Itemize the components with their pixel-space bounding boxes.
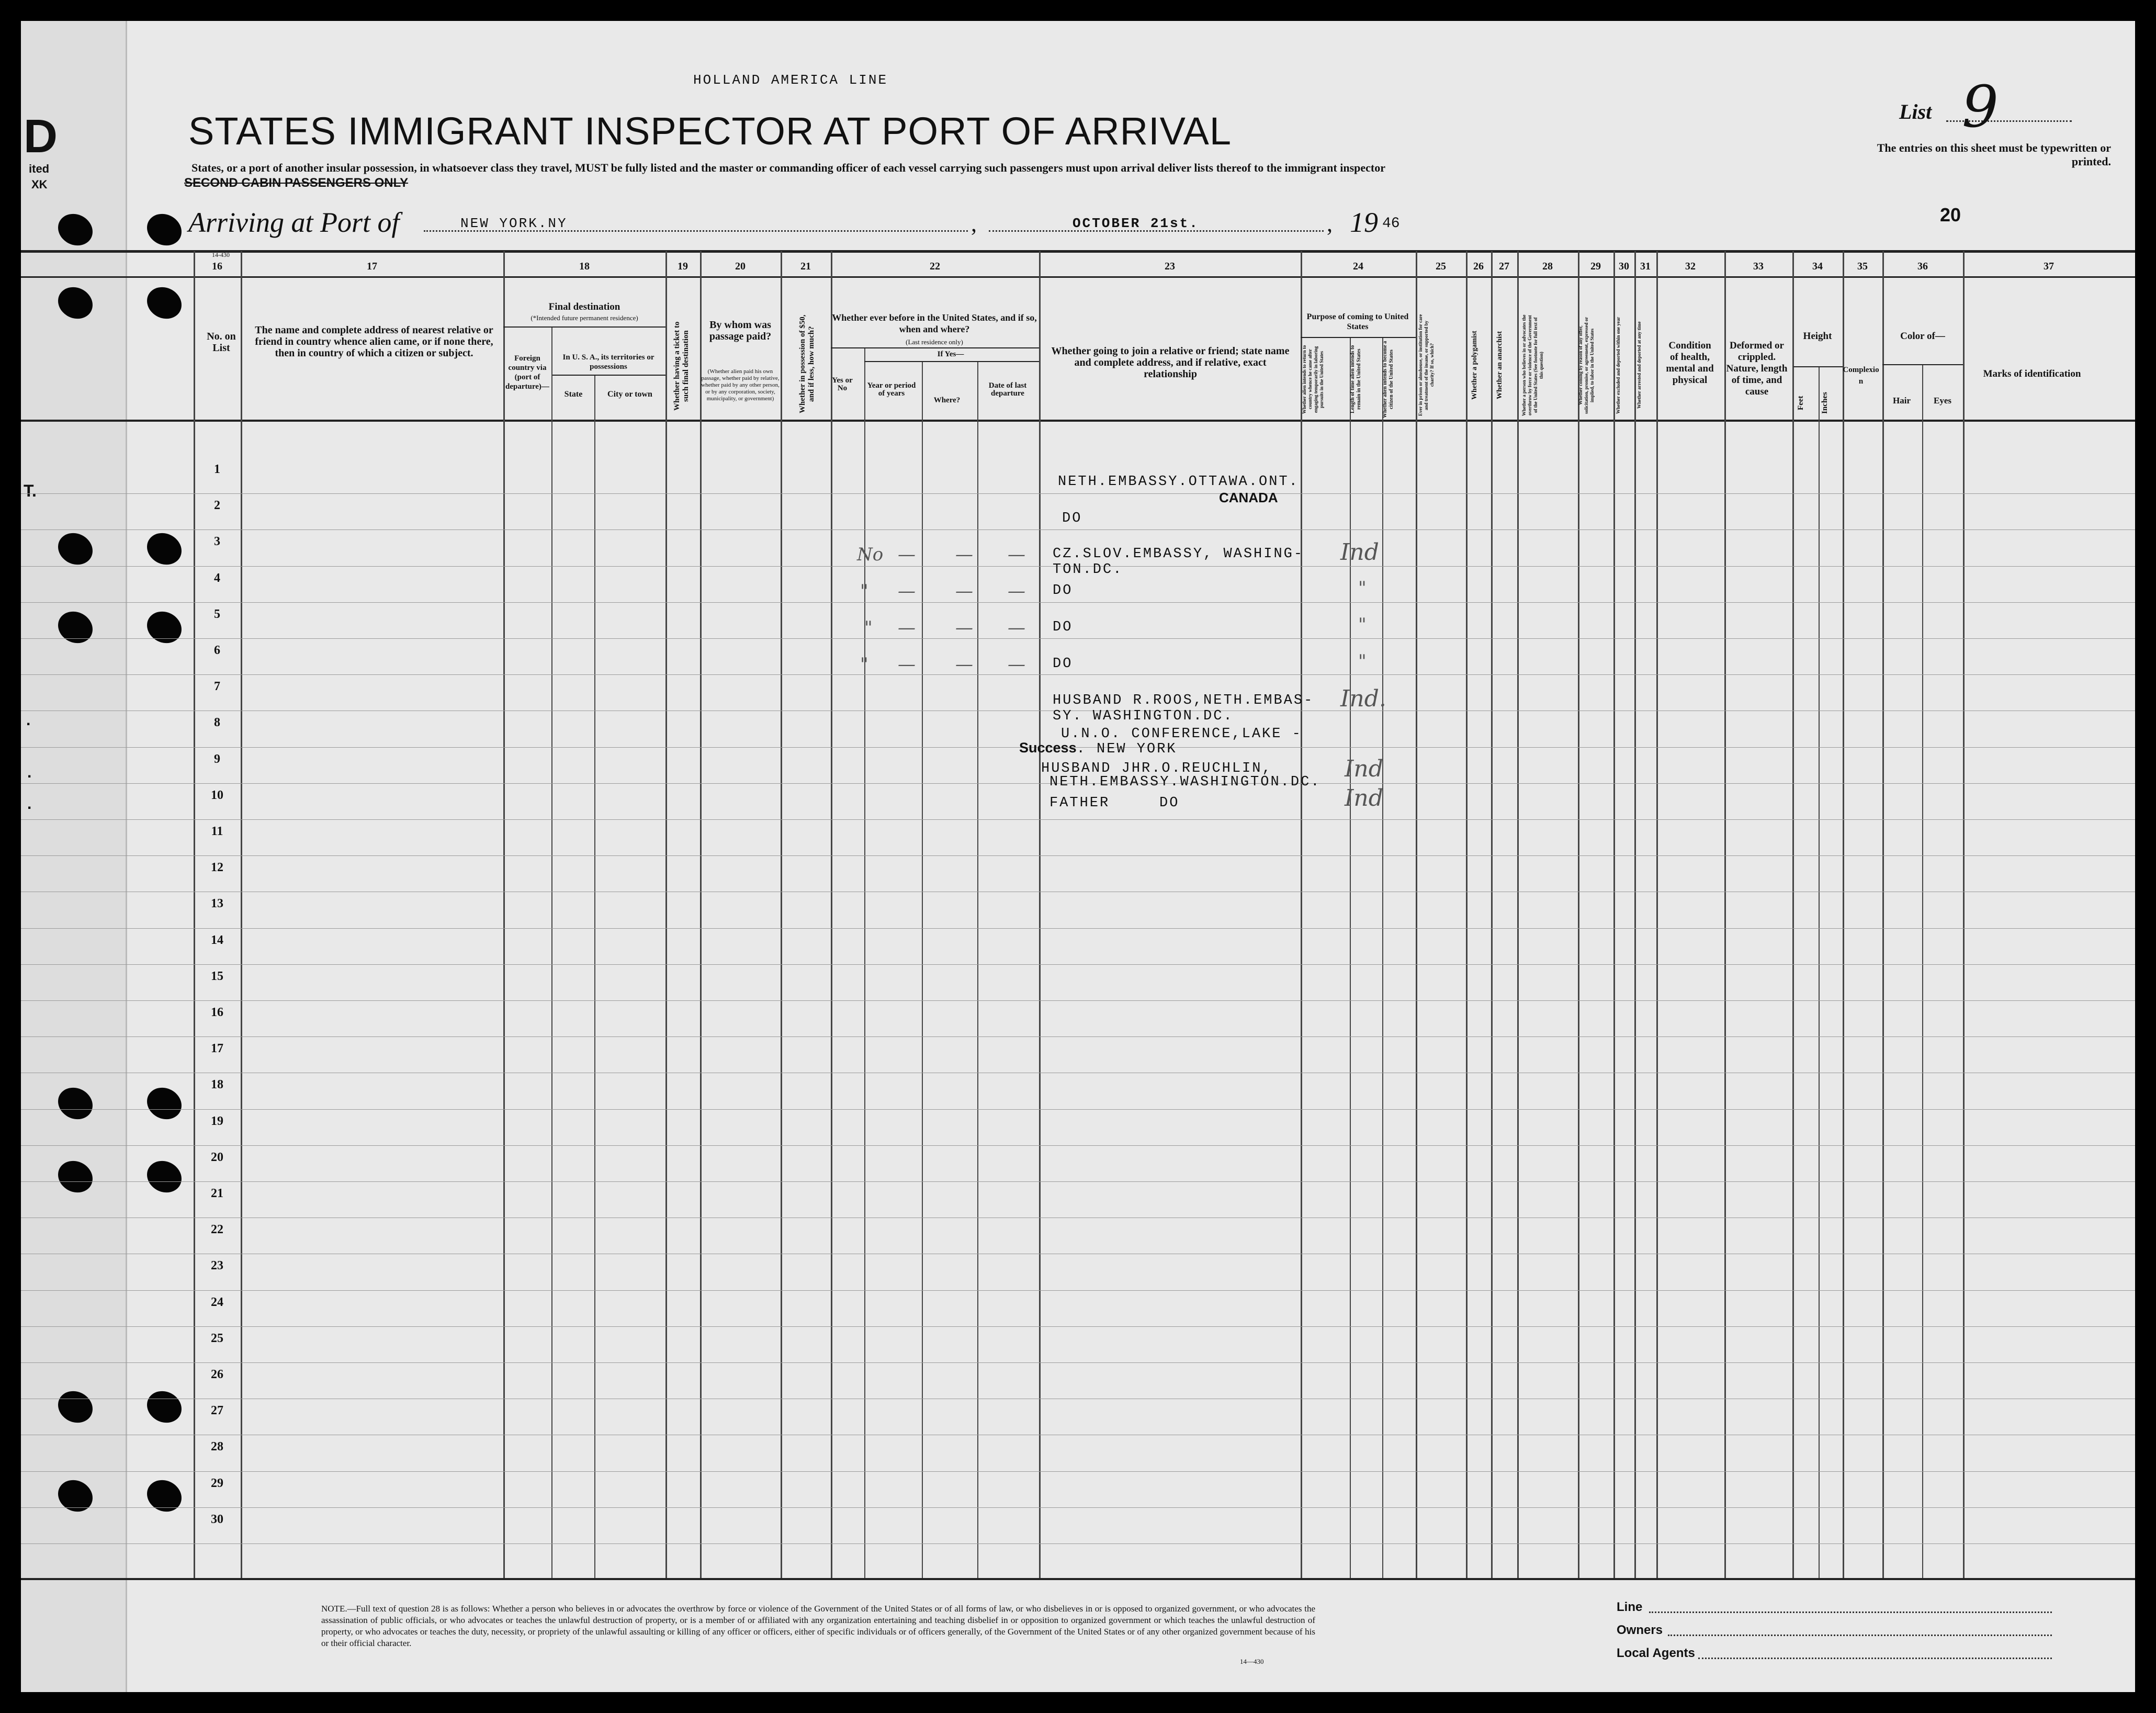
column-number: 35 — [1857, 261, 1868, 272]
prev-page-fragment: ited — [29, 162, 50, 175]
previous-page-strip — [21, 21, 127, 1692]
row-number: 17 — [211, 1042, 223, 1056]
column-rule — [1301, 251, 1302, 1578]
row-number: 3 — [214, 535, 220, 549]
entry-row-3-dash: — — [898, 544, 916, 565]
entry-row-1-country: CANADA — [1219, 490, 1278, 505]
entry-row-5-dash: — — [955, 617, 973, 638]
row-rule — [21, 1109, 2135, 1110]
col-24-header: Purpose of coming to United States — [1306, 312, 1409, 331]
prev-page-fragment: . — [27, 764, 32, 781]
comma: , — [1327, 211, 1333, 236]
column-number: 32 — [1685, 261, 1696, 272]
column-number: 37 — [2044, 261, 2054, 272]
arrival-year-suffix: 46 — [1382, 216, 1400, 232]
column-rule — [194, 251, 195, 1578]
row-number: 11 — [211, 825, 223, 838]
comma: , — [971, 211, 977, 236]
owners-signature-field[interactable] — [1668, 1635, 2052, 1636]
row-rule — [21, 964, 2135, 965]
row-rule — [21, 638, 2135, 639]
column-number: 24 — [1353, 261, 1363, 272]
row-number: 22 — [211, 1223, 223, 1237]
col-22-note: (Last residence only) — [906, 338, 963, 346]
col-34-feet-header: Feet — [1797, 396, 1805, 410]
list-label: List — [1899, 100, 1932, 123]
col-23-header: Whether going to join a relative or friend; state name and complete address, and if relative, exact relationship — [1051, 345, 1290, 380]
entry-row-8-destination: U.N.O. CONFERENCE,LAKE - — [1061, 726, 1302, 742]
col-18-sub-rule — [503, 326, 665, 328]
row-number: 10 — [211, 788, 223, 802]
local-agents-signature-field[interactable] — [1698, 1658, 2052, 1659]
row-number: 27 — [211, 1404, 223, 1418]
col-36-hair-header: Hair — [1893, 396, 1911, 405]
column-number: 16 — [212, 261, 222, 272]
entry-row-4-dash: — — [898, 581, 916, 602]
row-rule — [21, 855, 2135, 856]
column-rule — [831, 251, 832, 1578]
row-number: 13 — [211, 897, 223, 911]
row-rule — [21, 1000, 2135, 1001]
punch-hole — [141, 527, 187, 570]
row-rule — [21, 674, 2135, 675]
sheet-number: 20 — [1940, 204, 1961, 226]
entry-row-6: DO — [1053, 656, 1073, 672]
row-number: 4 — [214, 571, 220, 585]
row-rule — [21, 602, 2135, 603]
column-rule — [1517, 251, 1519, 1578]
col-20-note: (Whether alien paid his own passage, whether paid by relative, whether paid by any other person, or by any corporation, society, municipality, or government) — [701, 368, 780, 402]
column-rule — [1724, 251, 1726, 1578]
entry-row-5-dash: — — [898, 617, 916, 638]
row-rule — [21, 1507, 2135, 1508]
row-rule — [21, 1543, 2135, 1544]
row-number: 9 — [214, 752, 220, 766]
row-number: 26 — [211, 1368, 223, 1381]
column-rule — [665, 251, 667, 1578]
prev-page-fragment: T. — [24, 481, 37, 500]
column-rule — [241, 251, 242, 1578]
col-34-sub-rule — [1793, 366, 1843, 367]
entry-row-3-destination-cont: TON.DC. — [1053, 562, 1123, 578]
col-34-inches-header: Inches — [1821, 392, 1829, 414]
footnote-question-28: NOTE.—Full text of question 28 is as follows: Whether a person who believes in or advocates the overthrow by force or violence of the Government of the United States or of all forms of law, or who disbelieves in or is opposed to organized government, or who advocates the assassination of public officials, or who advocates or teaches the unlawful destruction of property, or is a member of or affiliated with any organization entertaining and teaching disbelief in or opposition to organized government or which teaches the unlawful destruction of property, or who advocates or teaches the duty, necessity, or propriety of the unlawful assaulting or killing of any officer or officers, either of specific individuals or of officers generally, of the Government of the United States or of any other organized government because of his or their official character. — [321, 1604, 1315, 1648]
column-number: 34 — [1812, 261, 1823, 272]
column-rule — [1656, 251, 1658, 1578]
column-number: 23 — [1165, 261, 1175, 272]
column-number: 33 — [1753, 261, 1764, 272]
manifest-sheet — [21, 21, 2135, 1692]
col-22-where-header: Where? — [933, 396, 961, 404]
arriving-at-port-label: Arriving at Port of — [188, 207, 400, 238]
row-number: 6 — [214, 644, 220, 657]
column-rule — [1416, 251, 1417, 1578]
col-26-header: Whether a polygamist — [1471, 331, 1478, 400]
column-rule — [864, 347, 865, 1578]
column-rule — [1466, 251, 1468, 1578]
column-rule — [1634, 251, 1636, 1578]
col-28-header: Whether a person who believes in or advocates the overthrow by force or violence of the Government of the United States (See footnote for full text of this question) — [1521, 314, 1544, 416]
entry-row-10-destination: DO — [1159, 795, 1180, 811]
column-rule — [977, 361, 978, 1578]
column-rule — [1792, 251, 1794, 1578]
column-rule — [1039, 251, 1041, 1578]
col-22-if-yes-rule — [864, 361, 1039, 362]
column-rule — [1843, 251, 1844, 1578]
col-35-header: Complexion — [1843, 366, 1879, 386]
column-number: 18 — [579, 261, 590, 272]
punch-hole — [141, 1081, 187, 1125]
entry-row-9-destination: HUSBAND JHR.O.REUCHLIN, — [1041, 761, 1272, 776]
entry-row-5-previous-visit: " — [864, 617, 873, 638]
row-number: 19 — [211, 1114, 223, 1128]
column-number: 29 — [1590, 261, 1601, 272]
column-rule — [1350, 337, 1351, 1578]
row-number: 28 — [211, 1440, 223, 1454]
col-18-foreign-header: Foreign country via (port of departure)— — [505, 354, 549, 391]
row-rule — [21, 1036, 2135, 1037]
col-31-header: Whether arrested and deported at any time — [1636, 321, 1642, 409]
entry-row-5-purpose: " — [1358, 614, 1367, 635]
row-number: 23 — [211, 1259, 223, 1273]
punch-hole — [141, 1155, 187, 1198]
row-rule — [21, 1471, 2135, 1472]
entry-row-6-purpose: " — [1358, 651, 1367, 672]
column-rule — [1819, 366, 1820, 1578]
column-rule — [1613, 251, 1615, 1578]
punch-hole — [141, 1385, 187, 1428]
col-33-header: Deformed or crippled. Nature, length of time, and cause — [1726, 340, 1788, 397]
col-29-header: Whether coming by reason of any offer, solicitation, promise, or agreement, expressed or implied, to labor in the United States — [1578, 317, 1595, 414]
form-title: STATES IMMIGRANT INSPECTOR AT PORT OF ARRIVAL — [188, 109, 1232, 153]
entry-row-8-destination-cont — [1019, 740, 1177, 757]
col-22-date-header: Date of last departure — [988, 381, 1027, 398]
row-rule — [21, 819, 2135, 820]
row-rule — [21, 1290, 2135, 1291]
col-18-header: Final destination — [548, 301, 620, 312]
col-18-usa-rule — [552, 375, 665, 376]
row-number: 18 — [211, 1078, 223, 1092]
row-number: 12 — [211, 861, 223, 875]
row-rule — [21, 529, 2135, 530]
arrival-date: OCTOBER 21st. — [1073, 216, 1199, 231]
local-agents-label: Local Agents — [1617, 1646, 1695, 1660]
col-36-sub-rule — [1882, 364, 1963, 365]
column-number: 27 — [1499, 261, 1509, 272]
entry-row-3-dash: — — [1008, 544, 1025, 565]
col-22-sub-rule — [831, 347, 1039, 348]
entry-row-8-new-york: . NEW YORK — [1076, 741, 1177, 757]
col-36-eyes-header: Eyes — [1934, 396, 1951, 405]
entry-row-4: DO — [1053, 583, 1073, 599]
column-number: 28 — [1542, 261, 1553, 272]
column-rule — [1922, 364, 1923, 1578]
punch-hole — [141, 605, 187, 649]
punch-hole — [141, 208, 187, 251]
entry-row-3-purpose: Ind — [1340, 539, 1379, 566]
entry-row-4-dash: — — [1008, 581, 1025, 602]
entry-row-6-dash: — — [955, 654, 973, 675]
row-rule — [21, 1326, 2135, 1327]
row-number: 15 — [211, 969, 223, 983]
entry-row-4-purpose: " — [1358, 578, 1367, 599]
table-bottom-border — [21, 1578, 2135, 1580]
entry-row-7-destination-cont: SY. WASHINGTON.DC. — [1053, 708, 1234, 724]
col-22-header: Whether ever before in the United States, and if so, when and where? — [832, 312, 1037, 334]
col-27-header: Whether an anarchist — [1496, 331, 1504, 400]
entry-row-1-destination: NETH.EMBASSY.OTTAWA.ONT. — [1058, 474, 1299, 490]
column-number: 17 — [367, 261, 377, 272]
column-rule — [922, 361, 923, 1578]
row-number: 2 — [214, 499, 220, 513]
column-rule — [1882, 251, 1884, 1578]
footer-form-code: 14—430 — [1240, 1658, 1264, 1665]
col-22-years-header: Year or period of years — [867, 381, 916, 398]
column-rule — [1382, 337, 1383, 1578]
prev-page-fragment: . — [27, 795, 32, 813]
row-number: 16 — [211, 1006, 223, 1019]
column-rule — [1491, 251, 1493, 1578]
entry-row-6-dash: — — [898, 654, 916, 675]
col-18-state-header: State — [564, 390, 583, 399]
col-24-sub-rule — [1301, 337, 1416, 338]
column-number: 20 — [735, 261, 746, 272]
header-bottom-rule — [21, 420, 2135, 422]
prev-page-fragment: . — [26, 712, 31, 729]
column-rule — [503, 251, 505, 1578]
column-number: 22 — [930, 261, 940, 272]
entry-row-4-previous-visit: " — [860, 581, 868, 602]
col-32-header: Condition of health, mental and physical — [1666, 340, 1714, 386]
entry-row-2: DO — [1062, 511, 1082, 526]
row-rule — [21, 1181, 2135, 1182]
row-number: 25 — [211, 1331, 223, 1345]
entry-row-9-destination-cont: NETH.EMBASSY.WASHINGTON.DC. — [1049, 774, 1321, 790]
entry-row-3-dash: — — [955, 544, 973, 565]
entry-row-7-destination: HUSBAND R.ROOS,NETH.EMBAS- — [1053, 693, 1314, 708]
col-24c-header: Whether alien intends to become a citizen of the United States — [1382, 341, 1394, 418]
row-number: 29 — [211, 1476, 223, 1490]
row-number: 5 — [214, 607, 220, 621]
column-rule — [551, 326, 552, 1578]
column-number: 31 — [1640, 261, 1651, 272]
row-number: 20 — [211, 1150, 223, 1164]
column-rule — [1963, 251, 1965, 1578]
prev-page-fragment: D — [24, 110, 58, 163]
col-22-yes-no-header: Yes or No — [832, 376, 853, 392]
entry-row-5: DO — [1053, 619, 1073, 635]
col-16-header: No. on List — [207, 331, 236, 354]
column-rule — [594, 375, 595, 1578]
col-37-header: Marks of identification — [1983, 368, 2081, 379]
entry-row-9-purpose: Ind — [1345, 756, 1383, 782]
owners-label: Owners — [1617, 1623, 1663, 1637]
column-rule — [781, 251, 782, 1578]
col-36-header: Color of— — [1900, 331, 1945, 342]
table-top-border — [21, 250, 2135, 253]
entry-row-4-dash: — — [955, 581, 973, 602]
column-number: 36 — [1917, 261, 1928, 272]
col-18-usa-header: In U. S. A., its territories or possessions — [562, 353, 654, 371]
shipping-line-name: HOLLAND AMERICA LINE — [693, 72, 888, 88]
entry-row-3-previous-visit: No — [857, 544, 884, 565]
column-number: 21 — [800, 261, 811, 272]
row-number: 8 — [214, 716, 220, 730]
col-18-city-header: City or town — [607, 390, 652, 399]
col-30-header: Whether excluded and deported within one year — [1616, 317, 1621, 414]
entry-row-10-relation: FATHER — [1049, 795, 1110, 811]
form-code: 14-430 — [212, 251, 230, 258]
row-rule — [21, 493, 2135, 494]
col-22-if-yes-header: If Yes— — [937, 350, 964, 358]
row-rule — [21, 1145, 2135, 1146]
column-rule — [700, 251, 702, 1578]
entry-row-3-destination: CZ.SLOV.EMBASSY, WASHING- — [1053, 546, 1304, 562]
line-signature-field[interactable] — [1649, 1611, 2052, 1613]
col-24a-header: Whether alien intends to return to country whence he came after engaging temporarily in laboring pursuits in the United States — [1302, 345, 1324, 414]
col-20-header: By whom was passage paid? — [709, 319, 772, 342]
arrival-year-prefix: 19 — [1350, 207, 1378, 238]
entry-row-6-previous-visit: " — [860, 654, 868, 675]
entry-row-5-dash: — — [1008, 617, 1025, 638]
list-number: 9 — [1962, 73, 1999, 140]
row-number: 30 — [211, 1512, 223, 1526]
column-number-rule — [21, 276, 2135, 278]
column-number: 30 — [1619, 261, 1629, 272]
entry-row-7-purpose: Ind. — [1340, 685, 1386, 712]
row-number: 21 — [211, 1187, 223, 1200]
row-rule — [21, 1362, 2135, 1363]
punch-hole — [141, 1474, 187, 1517]
col-25-header: Ever in prison or almshouse, or institution for care and treatment of the insane, or supported by charity? If so, which? — [1418, 314, 1435, 416]
column-number: 25 — [1436, 261, 1446, 272]
column-number: 26 — [1473, 261, 1484, 272]
row-number: 14 — [211, 933, 223, 947]
column-rule — [1578, 251, 1579, 1578]
entry-row-8-success: Success — [1019, 740, 1077, 756]
column-number: 19 — [678, 261, 688, 272]
col-21-header: Whether in possession of $50, and if less, how much? — [798, 314, 816, 414]
punch-hole — [141, 281, 187, 324]
line-label: Line — [1617, 1600, 1643, 1614]
port-of-arrival: NEW YORK.NY — [460, 216, 568, 231]
row-rule — [21, 928, 2135, 929]
entry-row-6-dash: — — [1008, 654, 1025, 675]
col-17-header: The name and complete address of nearest relative or friend in country whence alien came, or if none there, then in country of which a citizen or subject. — [255, 324, 493, 359]
form-subtitle: States, or a port of another insular possession, in whatsoever class they travel, MUST be fully listed and the master or commanding officer of each vessel carrying such passengers must upon arrival deliver lists thereof to the immigrant inspector — [191, 161, 1385, 174]
row-number: 7 — [214, 680, 220, 694]
entry-row-10-purpose: Ind — [1345, 785, 1383, 812]
prev-page-fragment: XK — [31, 178, 48, 191]
col-24b-header: Length of time alien intends to remain in the United States — [1350, 345, 1362, 414]
col-19-header: Whether having a ticket to such final destination — [673, 321, 690, 411]
col-34-header: Height — [1803, 331, 1832, 342]
typewritten-note: The entries on this sheet must be typewritten or printed. — [1877, 141, 2111, 168]
row-number: 24 — [211, 1295, 223, 1309]
col-18-note: (*Intended future permanent residence) — [530, 314, 638, 322]
row-number: 1 — [214, 463, 220, 476]
class-stamp: SECOND CABIN PASSENGERS ONLY — [184, 176, 409, 190]
